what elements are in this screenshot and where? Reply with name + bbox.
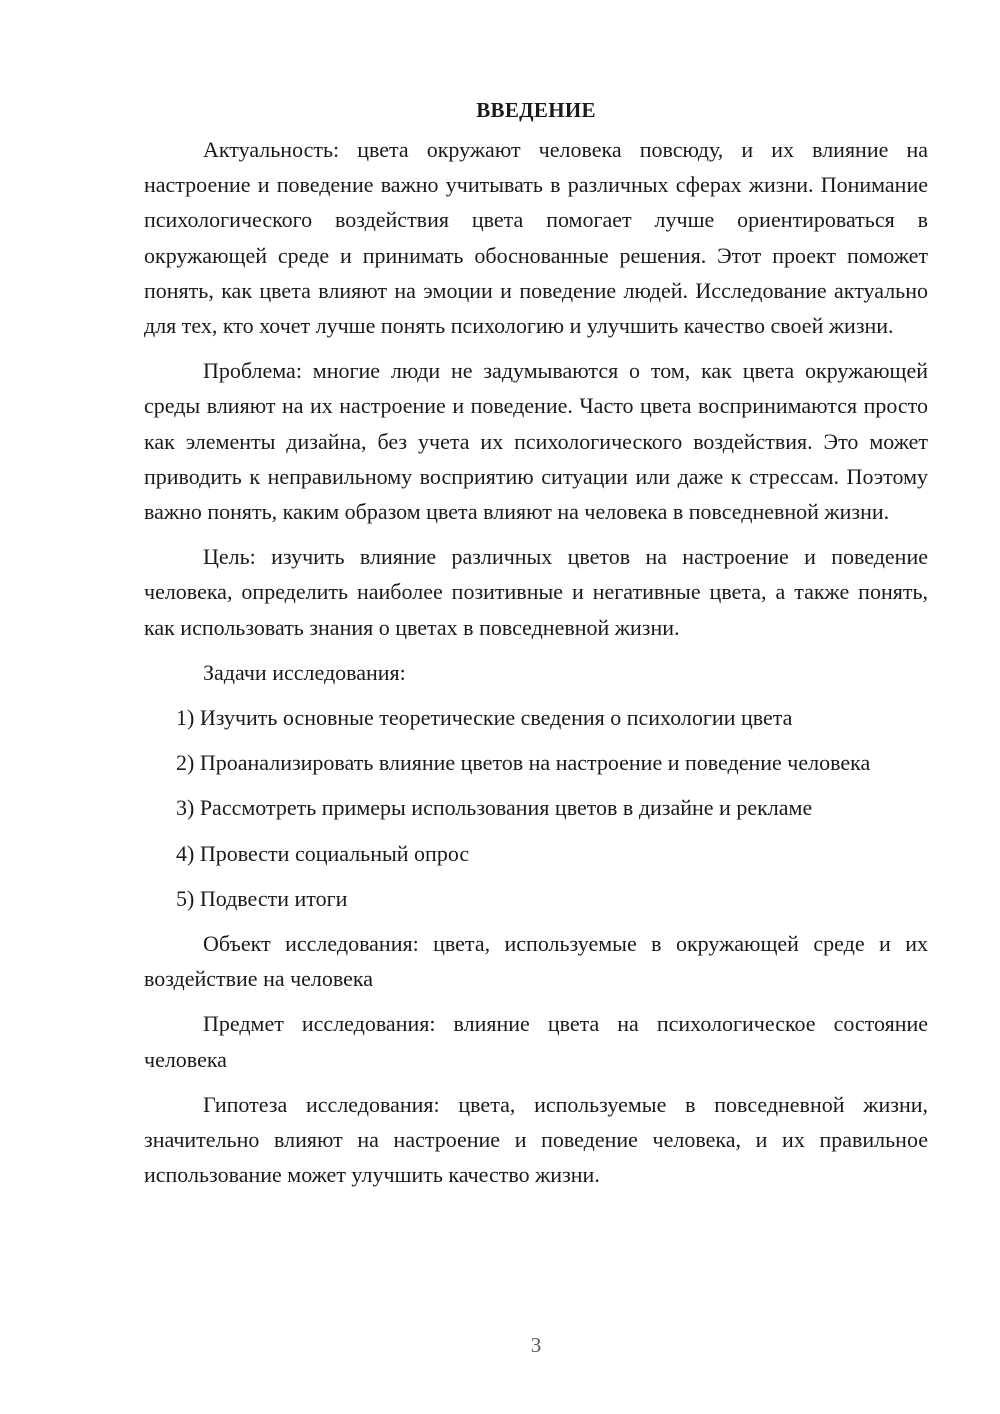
task-item-5: 5) Подвести итоги	[176, 885, 348, 911]
task-item-3: 3) Рассмотреть примеры использования цветов в дизайне и рекламе	[176, 795, 813, 821]
relevance-paragraph: Актуальность: цвета окружают человека повсюду, и их влияние на настроение и поведение важно учитывать в различных сферах жизни. Понимание психологического воздействия цвета помогает лучше ориентироваться в окружающей среде и принимать обоснованные решения. Этот проект поможет понять, как цвета влияют на эмоции и поведение людей. Исследование актуально для тех, кто хочет лучше понять психологию и улучшить качество своей жизни.	[144, 137, 928, 339]
page-number: 3	[530, 1333, 542, 1357]
task-item-1: 1) Изучить основные теоретические сведения о психологии цвета	[176, 705, 793, 731]
page-title: ВВЕДЕНИЕ	[476, 98, 596, 122]
goal-paragraph: Цель: изучить влияние различных цветов на настроение и поведение человека, определить наиболее позитивные и негативные цвета, а также понять, как использовать знания о цветах в повседневной жизни.	[144, 544, 928, 640]
task-item-4: 4) Провести социальный опрос	[176, 840, 470, 866]
document-body	[144, 92, 928, 1202]
object-paragraph: Объект исследования: цвета, используемые в окружающей среде и их воздействие на человека	[144, 931, 928, 992]
task-item-2: 2) Проанализировать влияние цветов на настроение и поведение человека	[176, 750, 871, 776]
subject-paragraph: Предмет исследования: влияние цвета на психологическое состояние человека	[144, 1011, 928, 1072]
tasks-heading: Задачи исследования:	[203, 659, 406, 685]
problem-paragraph: Проблема: многие люди не задумываются о том, как цвета окружающей среды влияют на их настроение и поведение. Часто цвета воспринимаются просто как элементы дизайна, без учета их психологического воздействия. Это может приводить к неправильному восприятию ситуации или даже к стрессам. Поэтому важно понять, каким образом цвета влияют на человека в повседневной жизни.	[144, 358, 928, 525]
hypothesis-paragraph: Гипотеза исследования: цвета, используемые в повседневной жизни, значительно влияют на настроение и поведение человека, и их правильное использование может улучшить качество жизни.	[144, 1091, 928, 1188]
